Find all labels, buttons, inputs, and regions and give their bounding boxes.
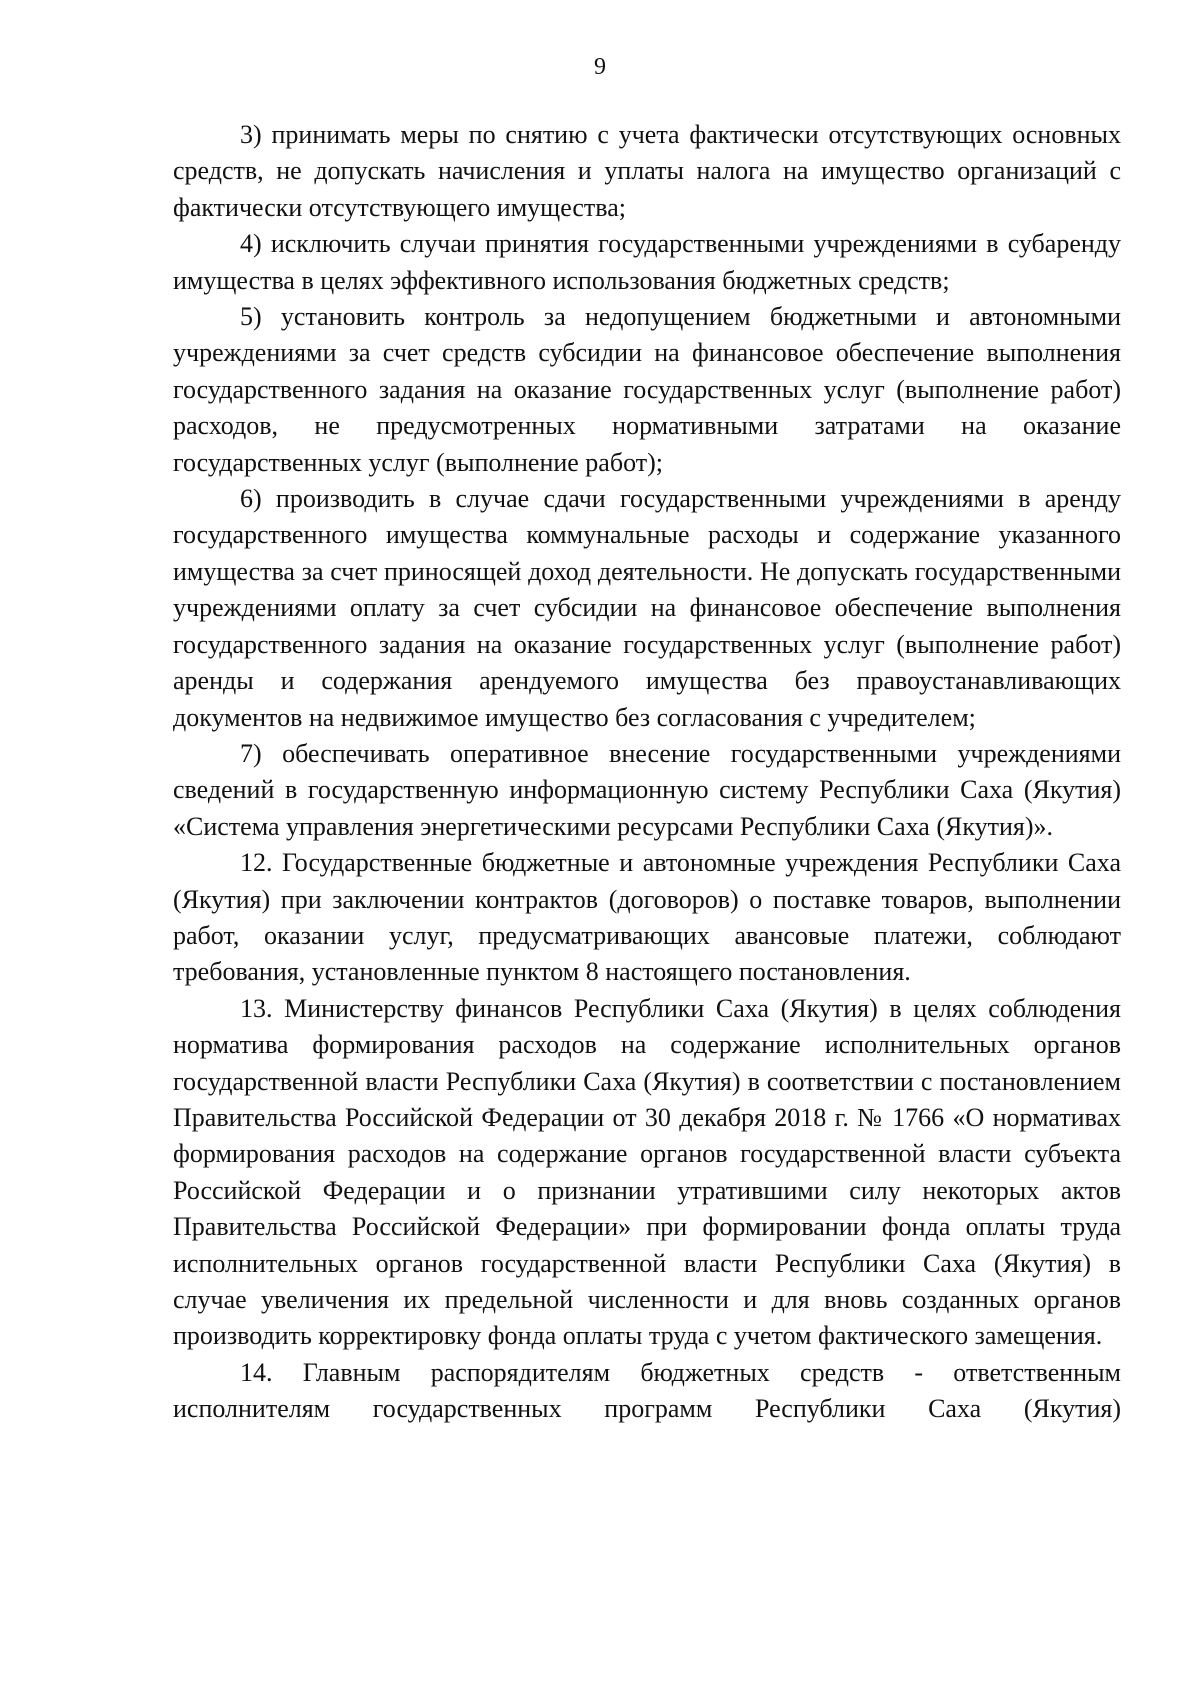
paragraph-item-3: 3) принимать меры по снятию с учета фактически отсутствующих основных средств, не допускать начисления и уплаты налога на имущество организаций с фактически отсутствующего имущества; xyxy=(173,120,1121,222)
paragraph-item-5: 5) установить контроль за недопущением бюджетными и автономными учреждениями за счет средств субсидии на финансовое обеспечение выполнения государственного задания на оказание государственных услуг (выполнение работ) расходов, не предусмотренных нормативными затратами на оказание государственных услуг (выполнение работ); xyxy=(173,302,1121,477)
paragraph-clause-12: 12. Государственные бюджетные и автономные учреждения Республики Саха (Якутия) при заключении контрактов (договоров) о поставке товаров, выполнении работ, оказании услуг, предусматривающих авансовые платежи, соблюдают требования, установленные пунктом 8 настоящего постановления. xyxy=(173,848,1121,987)
paragraph-item-7: 7) обеспечивать оперативное внесение государственными учреждениями сведений в государственную информационную систему Республики Саха (Якутия) «Система управления энергетическими ресурсами Республики Саха (Якутия)». xyxy=(173,738,1121,841)
paragraph-clause-14: 14. Главным распорядителям бюджетных средств - ответственным исполнителям государственных программ Республики Саха (Якутия) xyxy=(173,1357,1121,1424)
document-body xyxy=(173,117,1121,1428)
page-number: 9 xyxy=(594,54,606,80)
paragraph-clause-13: 13. Министерству финансов Республики Саха (Якутия) в целях соблюдения норматива формирования расходов на содержание исполнительных органов государственной власти Республики Саха (Якутия) в соответствии с постановлением Правительства Российской Федерации от 30 декабря 2018 г. № 1766 «О нормативах формирования расходов на содержание органов государственной власти субъекта Российской Федерации и о признании утратившими силу некоторых актов Правительства Российской Федерации» при формировании фонда оплаты труда исполнительных органов государственной власти Республики Саха (Якутия) в случае увеличения их предельной численности и для вновь созданных органов производить корректировку фонда оплаты труда с учетом фактического замещения. xyxy=(173,993,1121,1351)
paragraph-item-6: 6) производить в случае сдачи государственными учреждениями в аренду государственного имущества коммунальные расходы и содержание указанного имущества за счет приносящей доход деятельности. Не допускать государственными учреждениями оплату за счет субсидии на финансовое обеспечение выполнения государственного задания на оказание государственных услуг (выполнение работ) аренды и содержания арендуемого имущества без правоустанавливающих документов на недвижимое имущество без согласования с учредителем; xyxy=(173,484,1121,732)
paragraph-item-4: 4) исключить случаи принятия государственными учреждениями в субаренду имущества в целях эффективного использования бюджетных средств; xyxy=(173,229,1121,295)
